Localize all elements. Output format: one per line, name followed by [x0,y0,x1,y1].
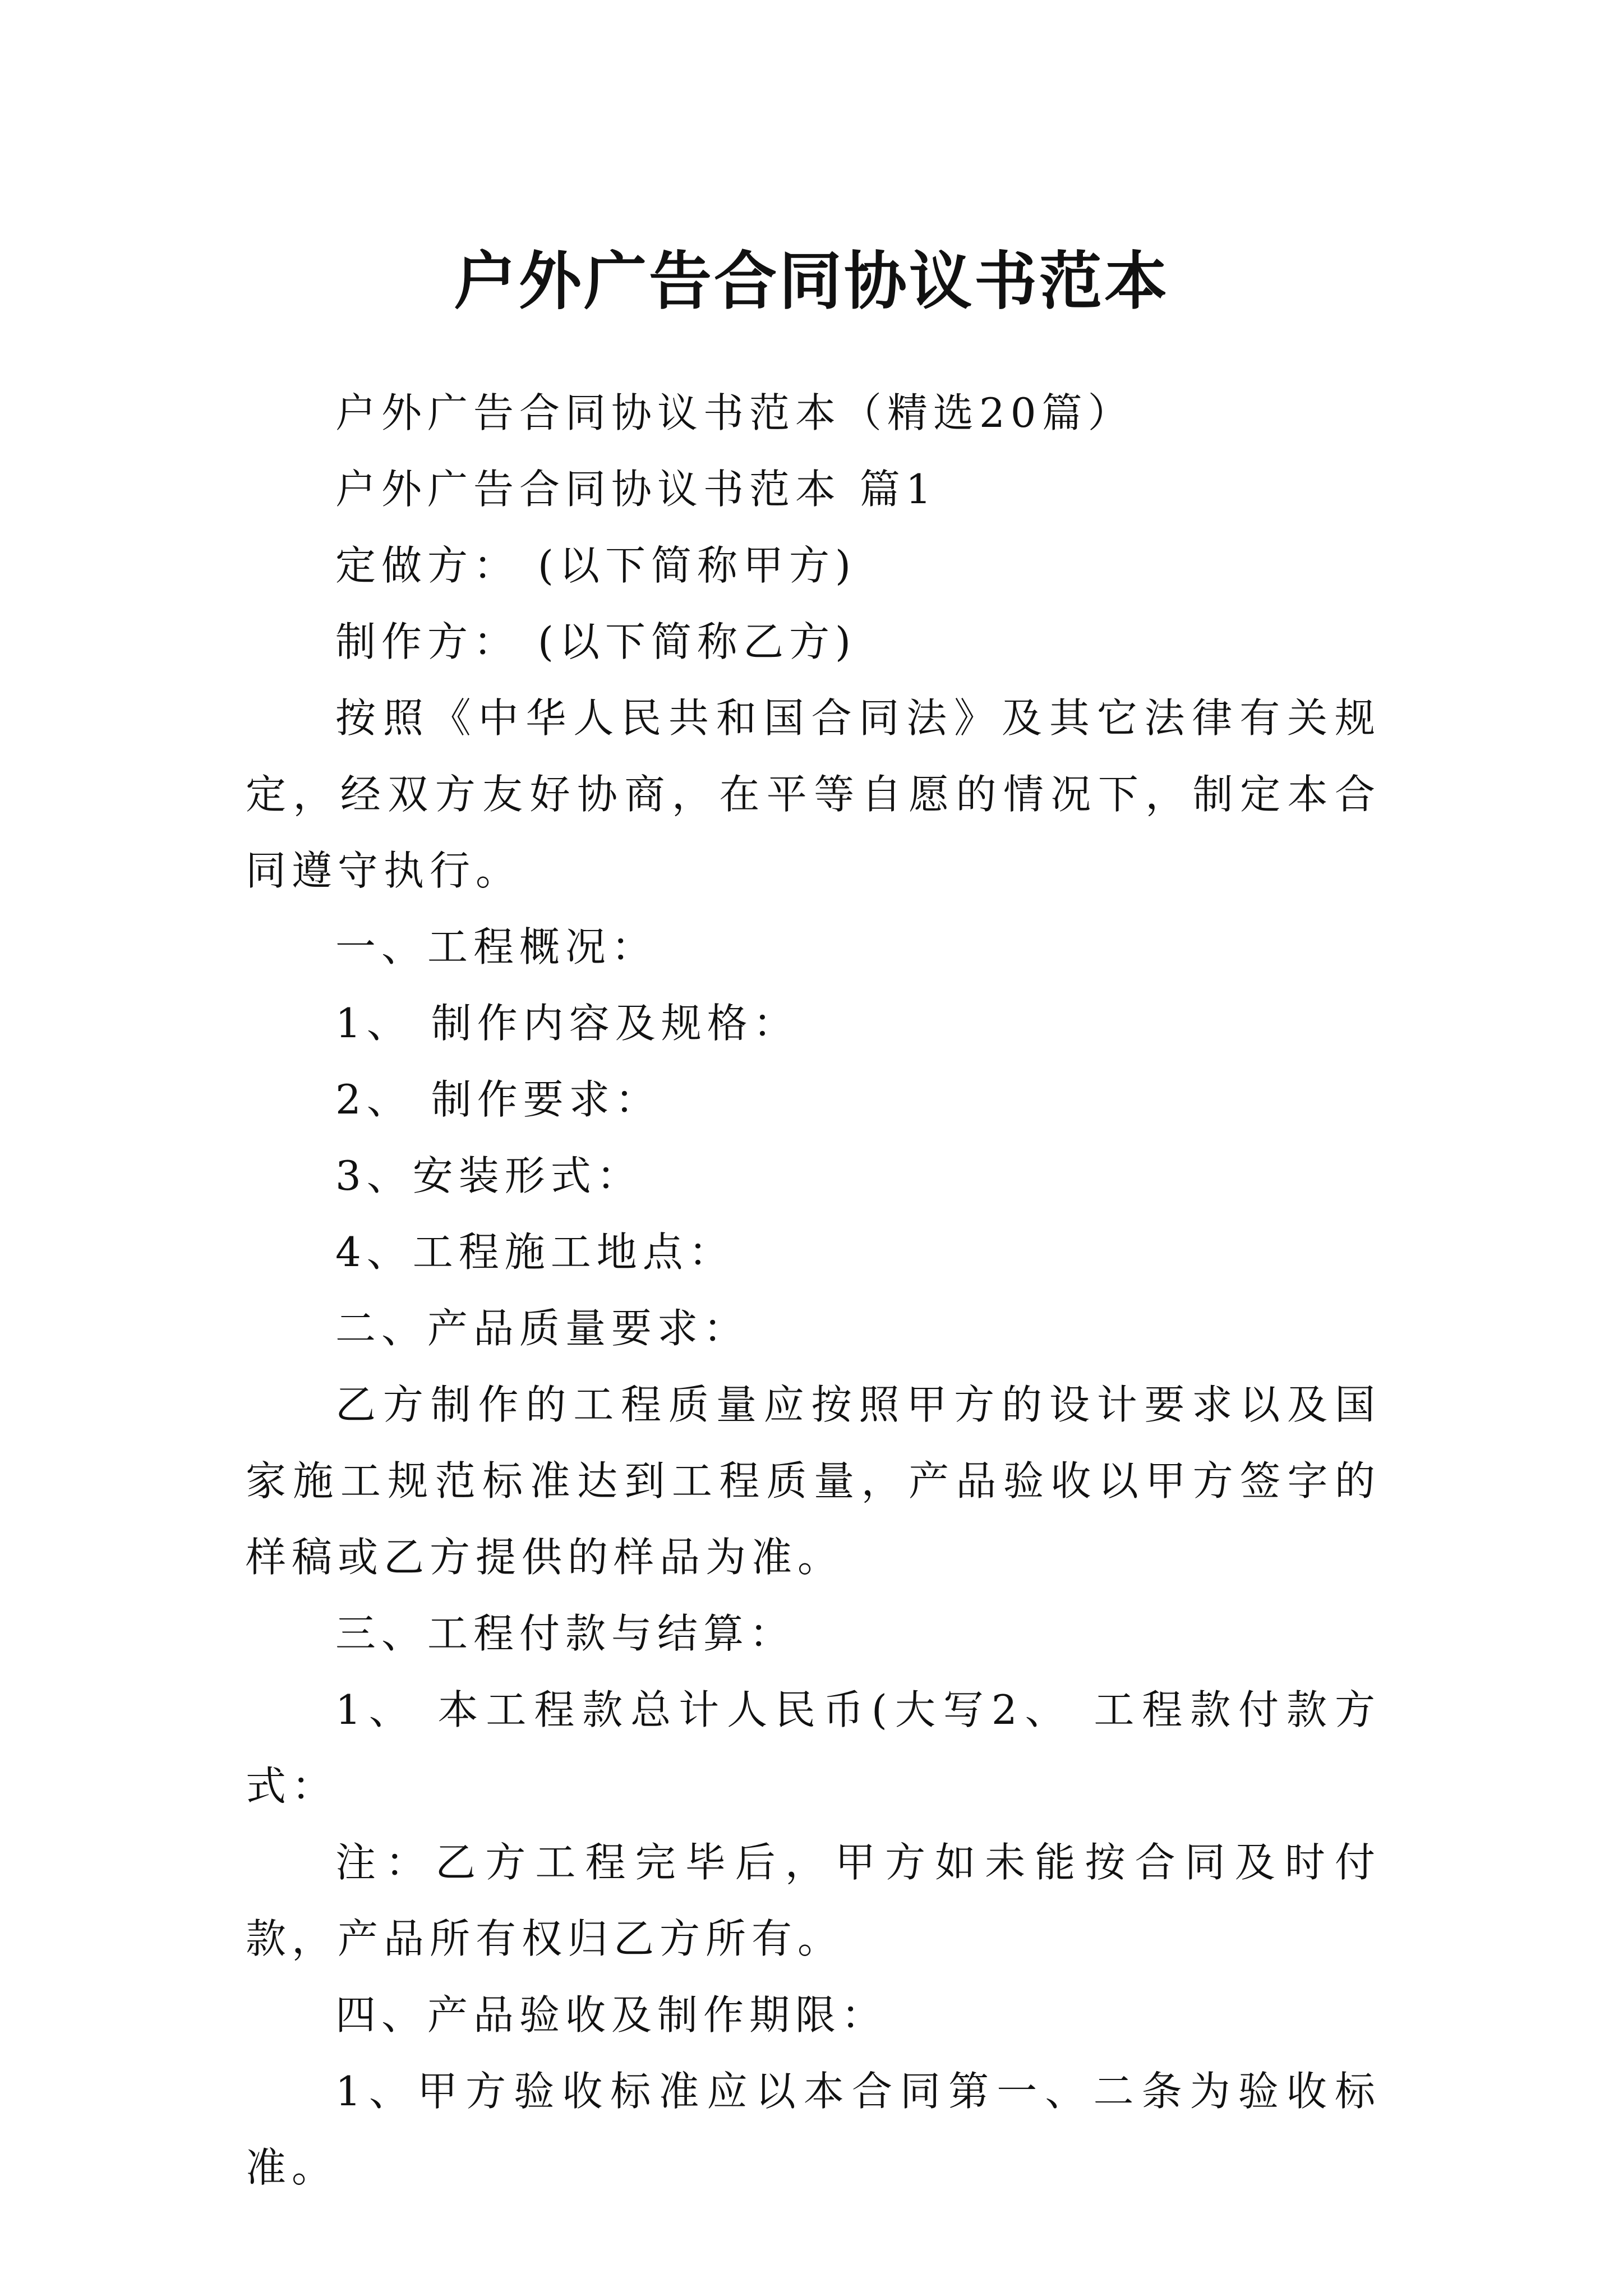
paragraph-clause-1-item-4: 4、工程施工地点： [335,1228,735,1276]
paragraph-clause-1-item-3: 3、安装形式： [335,1152,643,1199]
document-title: 户外广告合同协议书范本 [454,245,1169,319]
paragraph-clause-4-item-1: 1、甲方验收标准应以本合同第一、二条为验收标准。 [246,2068,1381,2191]
paragraph-section-heading: 户外广告合同协议书范本 篇1 [335,466,937,513]
paragraph-clause-4-heading: 四、产品验收及制作期限： [335,1991,888,2039]
paragraph-party-b: 制作方： (以下简称乙方) [335,618,857,665]
paragraph-clause-1-item-2: 2、 制作要求： [335,1076,661,1123]
paragraph-subtitle: 户外广告合同协议书范本（精选20篇） [335,389,1134,436]
paragraph-clause-1-item-1: 1、 制作内容及规格： [335,1000,799,1047]
paragraph-clause-2-body: 乙方制作的工程质量应按照甲方的设计要求以及国家施工规范标准达到工程质量，产品验收以甲方签字的样稿或乙方提供的样品为准。 [246,1381,1381,1581]
paragraph-clause-3-note: 注：乙方工程完毕后，甲方如未能按合同及时付款，产品所有权归乙方所有。 [246,1839,1381,1962]
paragraph-clause-3-heading: 三、工程付款与结算： [335,1610,796,1657]
paragraph-clause-2-heading: 二、产品质量要求： [335,1305,750,1352]
paragraph-party-a: 定做方： (以下简称甲方) [335,542,857,589]
paragraph-clause-1-heading: 一、工程概况： [335,923,658,970]
paragraph-clause-3-item-1: 1、 本工程款总计人民币(大写2、 工程款付款方式： [246,1686,1381,1810]
paragraph-preamble: 按照《中华人民共和国合同法》及其它法律有关规定，经双方友好协商，在平等自愿的情况下，制定本合同遵守执行。 [246,694,1381,894]
document-body [246,375,1381,2206]
